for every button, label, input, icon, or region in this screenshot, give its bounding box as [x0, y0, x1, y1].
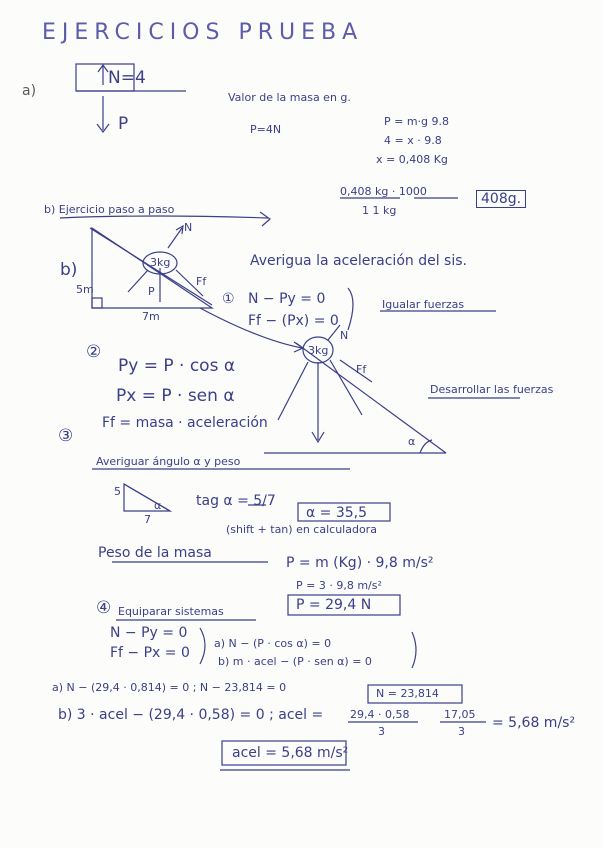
- page-title: EJERCICIOS PRUEBA: [42, 20, 364, 45]
- part-a-label: a): [22, 83, 37, 99]
- frac-num: 29,4 · 0,58: [350, 708, 410, 721]
- calc-1: P = m·g 9.8: [384, 115, 450, 128]
- aver-text: Averigua la aceleración del sis.: [250, 253, 467, 269]
- peso-eq: P = m (Kg) · 9,8 m/s²: [286, 555, 434, 571]
- alpha-result: α = 35,5: [306, 505, 368, 521]
- part-b-label: b): [60, 260, 78, 280]
- incline-big: [270, 340, 446, 453]
- big-block-label: 3kg: [308, 344, 329, 357]
- tri-alpha: α: [154, 499, 162, 512]
- frac-den: 3: [378, 725, 385, 738]
- conv-num: 0,408 kg · 1000: [340, 185, 427, 198]
- part-b-intro: b) Ejercicio paso a paso: [44, 203, 175, 216]
- block-mass-b: 3kg: [150, 256, 171, 269]
- n-arrow-b: [168, 228, 182, 248]
- eq-ff: Ff − (Px) = 0: [248, 313, 339, 329]
- step4-sub2: b) m · acel − (P · sen α) = 0: [218, 655, 372, 668]
- p-label-b: P: [148, 285, 155, 298]
- peso-heading: Peso de la masa: [98, 545, 212, 561]
- n-result: N = 23,814: [376, 687, 439, 700]
- calc-3: x = 0,408 Kg: [376, 153, 448, 166]
- py-eq: Py = P · cos α: [118, 356, 236, 376]
- step3-heading: Averiguar ángulo α y peso: [96, 455, 241, 468]
- masa-text: Valor de la masa en g.: [228, 91, 351, 104]
- step4-eq1: N − Py = 0: [110, 625, 188, 641]
- line-a: a) N − (29,4 · 0,814) = 0 ; N − 23,814 = 0: [52, 681, 287, 694]
- acel-result: acel = 5,68 m/s²: [232, 745, 349, 761]
- conv-den: 1 1 kg: [362, 204, 397, 217]
- big-alpha-label: α: [408, 435, 416, 448]
- igualar-text: Igualar fuerzas: [382, 298, 465, 311]
- peso-result: P = 29,4 N: [296, 597, 372, 613]
- side-bottom-b: 7m: [142, 310, 160, 323]
- step1-num: ①: [222, 291, 235, 307]
- frac2-den: 3: [458, 725, 465, 738]
- px-eq: Px = P · sen α: [116, 386, 235, 406]
- tag-eq: tag α = 5/7: [196, 493, 276, 509]
- n-label-a: N=4: [108, 68, 146, 88]
- step4-heading: Equiparar sistemas: [118, 605, 224, 618]
- px-arrow-big: [278, 362, 308, 420]
- line-b: b) 3 · acel − (29,4 · 0,58) = 0 ; acel =: [58, 707, 324, 723]
- tri-5: 5: [114, 485, 121, 498]
- conv-result: 408g.: [476, 190, 526, 208]
- peso-sub: P = 3 · 9,8 m/s²: [296, 579, 382, 592]
- final-eq: = 5,68 m/s²: [492, 715, 576, 731]
- step4-eq2: Ff − Px = 0: [110, 645, 190, 661]
- n-arrow-label-b: N: [184, 221, 193, 234]
- calc-2: 4 = x · 9.8: [384, 134, 442, 147]
- p-eq-a: P=4N: [250, 123, 282, 136]
- eq-n: N − Py = 0: [248, 291, 326, 307]
- right-angle-small: [92, 298, 102, 308]
- ff-label-b: Ff: [196, 275, 207, 288]
- step3-num: ③: [58, 426, 74, 446]
- p-label-a: P: [118, 114, 129, 134]
- desarrollar-text: Desarrollar las fuerzas: [430, 383, 554, 396]
- ff-eq: Ff = masa · aceleración: [102, 415, 268, 431]
- calc-note: (shift + tan) en calculadora: [226, 523, 377, 536]
- step4-num: ④: [96, 598, 112, 618]
- big-n-label: N: [340, 329, 349, 342]
- step4-sub1: a) N − (P · cos α) = 0: [214, 637, 332, 650]
- tri-7: 7: [144, 513, 151, 526]
- side-left-b: 5m: [76, 283, 94, 296]
- frac2-num: 17,05: [444, 708, 476, 721]
- step2-num: ②: [86, 342, 102, 362]
- big-ff-label: Ff: [356, 363, 367, 376]
